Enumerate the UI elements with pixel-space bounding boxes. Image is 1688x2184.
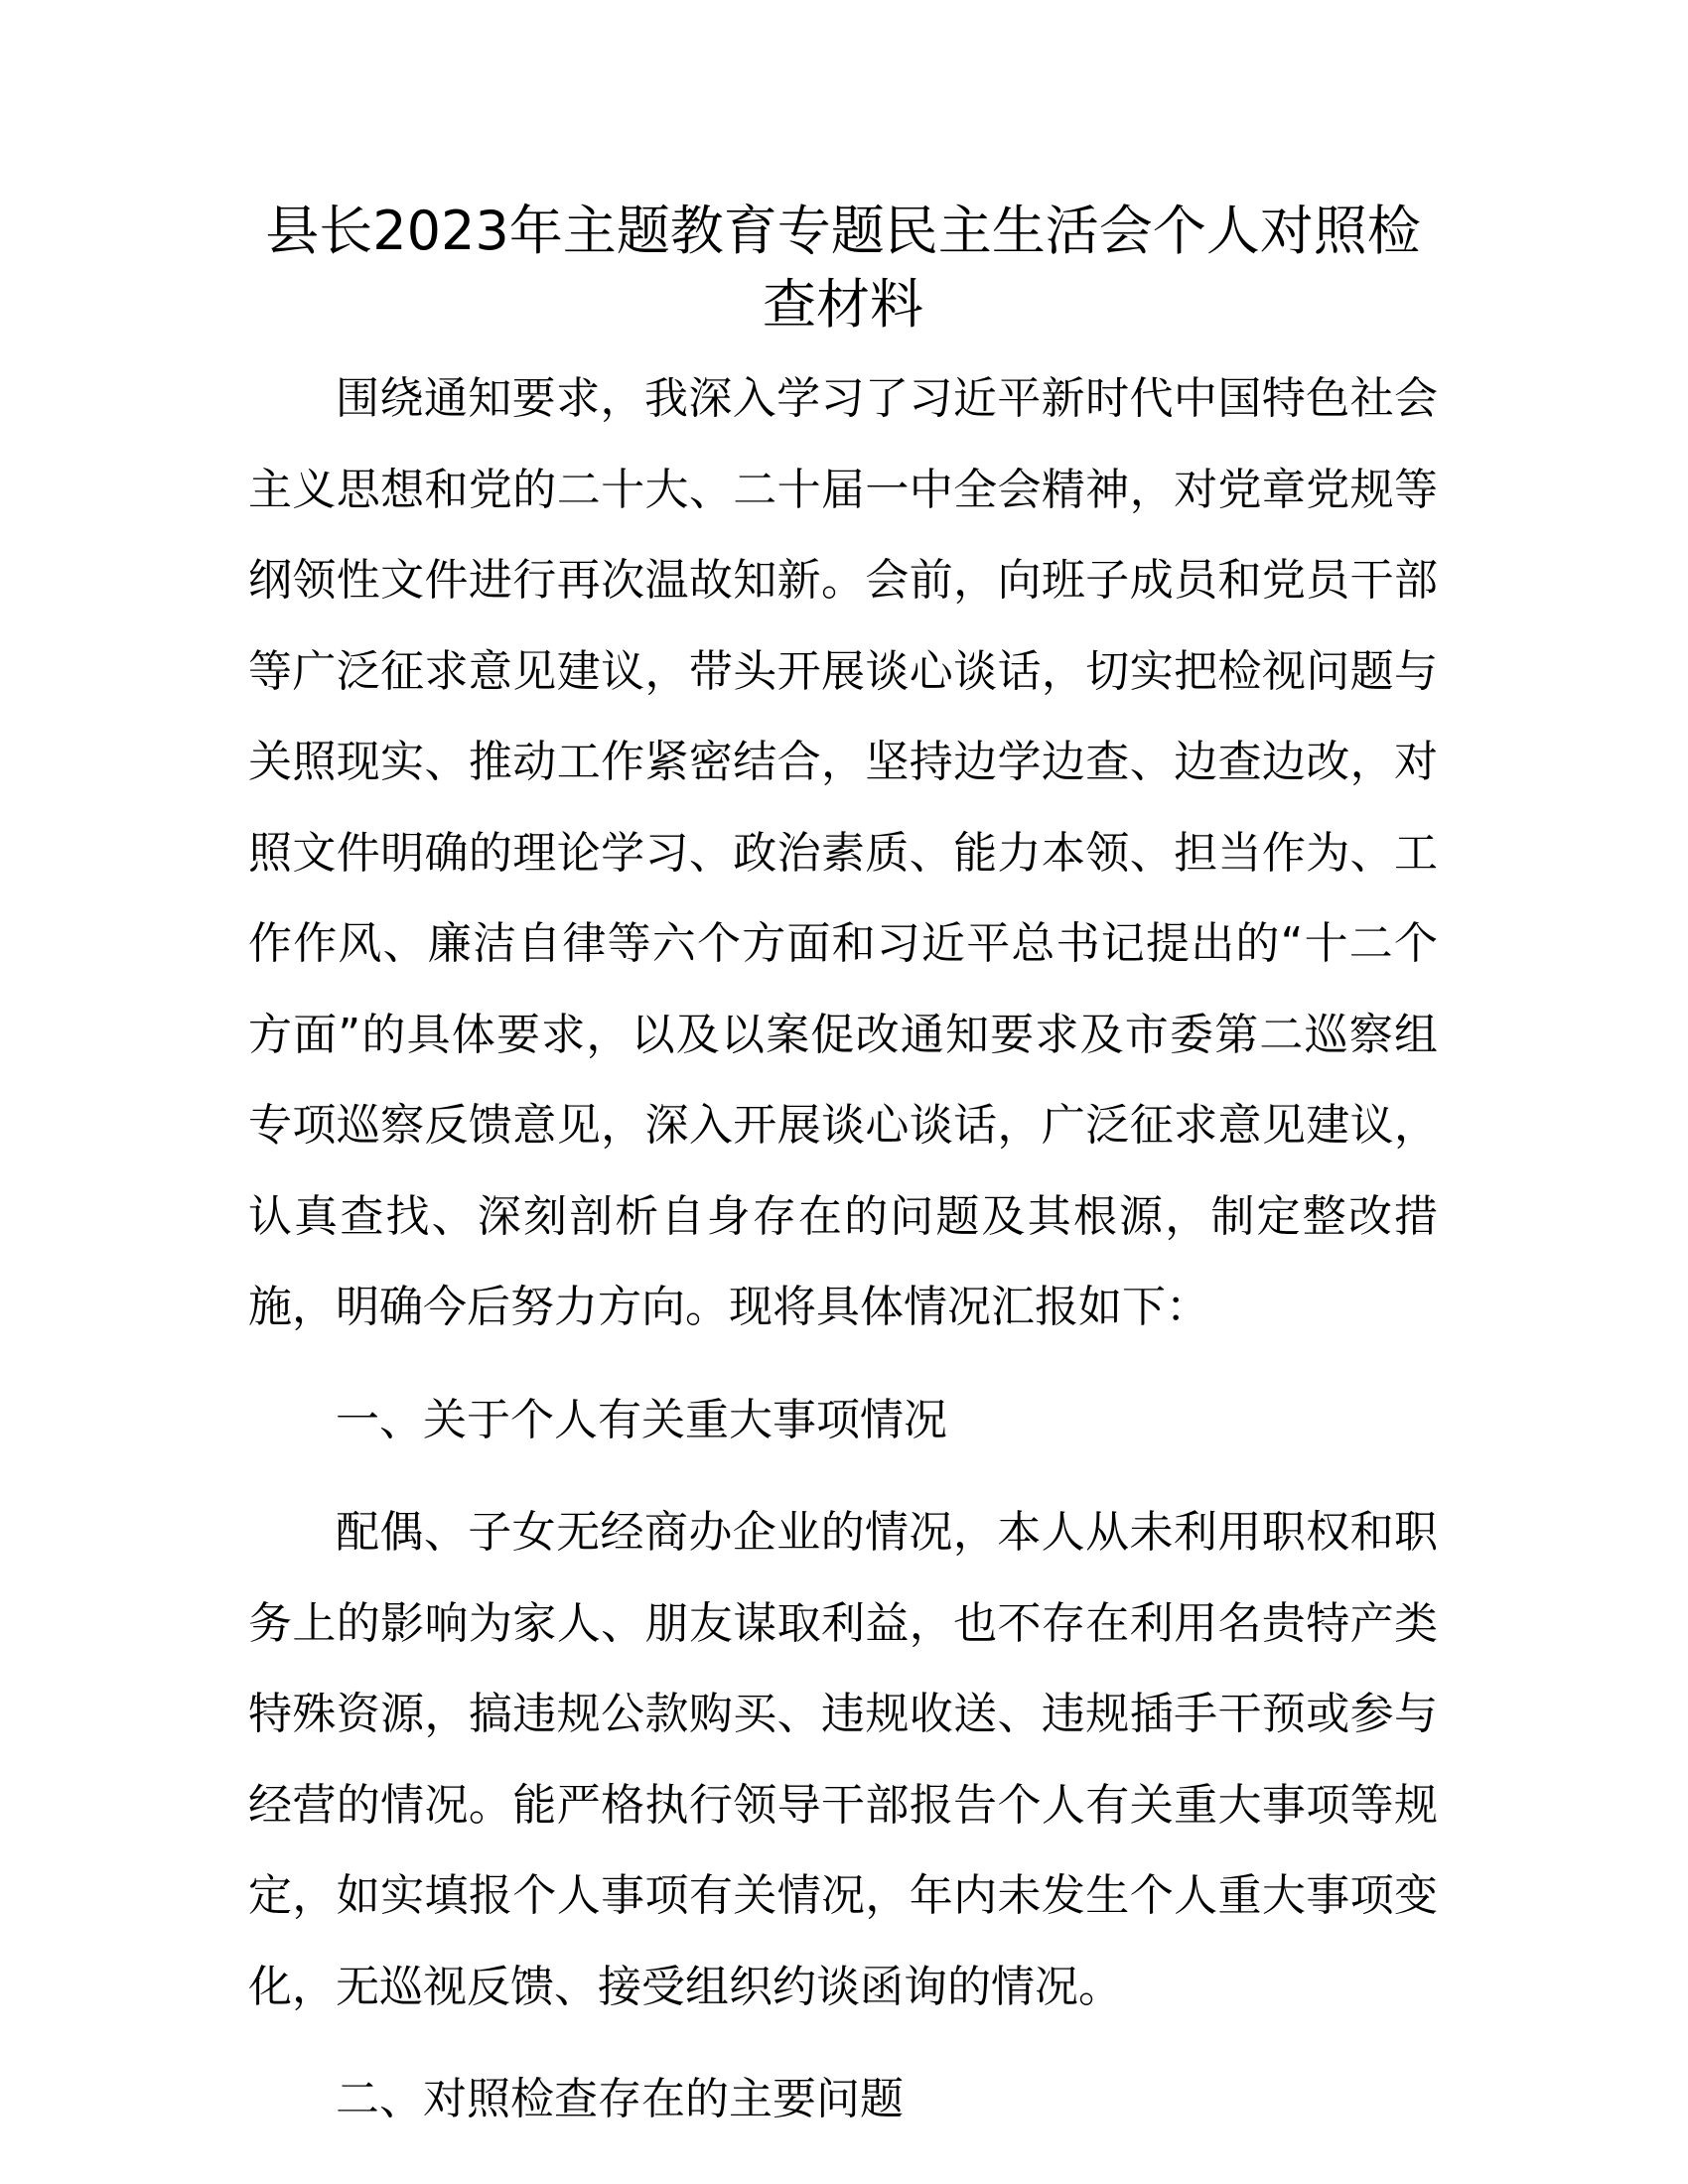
section-1-paragraph: 配偶、子女无经商办企业的情况，本人从未利用职权和职务上的影响为家人、朋友谋取利益，也不存在利用名贵特产类特殊资源，搞违规公款购买、违规收送、违规插手干预或参与经营的情况。能严格执行领导干部报告个人有关重大事项等规定，如实填报个人事项有关情况，年内未发生个人重大事项变化，无巡视反馈、接受组织约谈函询的情况。 (248, 1507, 1438, 2012)
section-heading-2: 二、对照检查存在的主要问题 (336, 2074, 904, 2124)
intro-paragraph: 围绕通知要求，我深入学习了习近平新时代中国特色社会主义思想和党的二十大、二十届一中全会精神，对党章党规等纲领性文件进行再次温故知新。会前，向班子成员和党员干部等广泛征求意见建议，带头开展谈心谈话，切实把检视问题与关照现实、推动工作紧密结合，坚持边学边查、边查边改，对照文件明确的理论学习、政治素质、能力本领、担当作为、工作作风、廉洁自律等六个方面和习近平总书记提出的“十二个方面”的具体要求，以及以案促改通知要求及市委第二巡察组专项巡察反馈意见，深入开展谈心谈话，广泛征求意见建议，认真查找、深刻剖析自身存在的问题及其根源，制定整改措施，明确今后努力方向。现将具体情况汇报如下： (248, 373, 1438, 1332)
paragraph-spacer (248, 1353, 1438, 1375)
document-body (248, 195, 1438, 2145)
paragraph-spacer (248, 1465, 1438, 1487)
section-heading-1: 一、关于个人有关重大事项情况 (336, 1394, 947, 1445)
paragraph-spacer (248, 2032, 1438, 2054)
document-title: 县长2023年主题教育专题民主生活会个人对照检查材料 (265, 200, 1421, 336)
